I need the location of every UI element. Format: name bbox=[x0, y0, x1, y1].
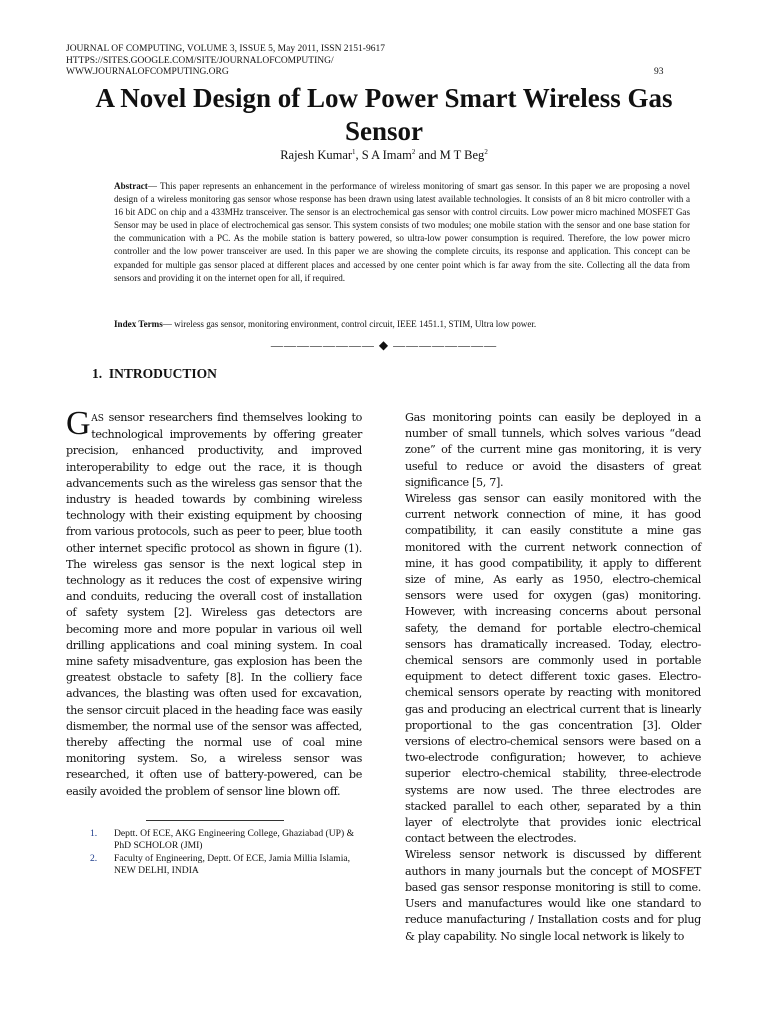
index-terms bbox=[114, 318, 690, 331]
footnote-text: Faculty of Engineering, Deptt. Of ECE, Jamia Millia Islamia, NEW DELHI, INDIA bbox=[114, 853, 351, 876]
author-1-affiliation: 1 bbox=[352, 148, 356, 156]
right-column bbox=[405, 410, 701, 945]
abstract-label: Abstract bbox=[114, 181, 148, 191]
footnote bbox=[90, 828, 372, 851]
section-number: 1. bbox=[92, 366, 103, 381]
section-title: INTRODUCTION bbox=[108, 366, 217, 381]
drop-cap: G bbox=[66, 405, 91, 442]
footnote-text: Deptt. Of ECE, AKG Engineering College, Ghaziabad (UP) & PhD SCHOLOR (JMI) bbox=[114, 828, 355, 851]
intro-paragraph bbox=[66, 405, 362, 800]
right-paragraph-3: Wireless sensor network is discussed by different authors in many journals but the concept of MOSFET based gas sensor response monitoring is still to come. Users and manufactures would like one standard to reduce manufacturing / Installation costs and for plug & play capability. No single local network is likely to bbox=[405, 848, 701, 943]
author-2-affiliation: 2 bbox=[411, 148, 416, 156]
author-separator-2: and bbox=[415, 148, 440, 163]
index-terms-label: Index Terms bbox=[114, 319, 163, 329]
abstract-dash: — bbox=[147, 181, 160, 191]
section-divider: ———————— ◆ ———————— bbox=[270, 338, 498, 352]
left-column bbox=[66, 405, 362, 800]
index-terms-dash: — bbox=[162, 319, 175, 329]
right-paragraph-2: Wireless gas sensor can easily monitored with the current network connection of mine, it has good compatibility, it can easily constitute a mine gas monitored with the current network connection of mine, it has good compatibility, it apply to different size of mine, As early as 1950, electro-chemical sensors were used for oxygen (gas) monitoring. However, with increasing concerns about personal safety, the demand for portable electro-chemical sensors has dramatically increased. Today, electro-chemical sensors are commonly used in portable equipment to detect different toxic gases. Electro-chemical sensors operate by reacting with monitored gas and producing an electrical current that is linearly proportional to the gas concentration [3]. Older versions of electro-chemical sensors were based on a two-electrode configuration; however, to achieve superior electro-chemical stability, three-electrode systems are now used. The three electrodes are stacked parallel to each other, separated by a thin layer of electrolyte that provides ionic electrical contact between the electrodes. bbox=[405, 492, 701, 846]
journal-header-line-3: WWW.JOURNALOFCOMPUTING.ORG bbox=[66, 67, 229, 77]
paper-title: A Novel Design of Low Power Smart Wireless Gas Sensor bbox=[95, 83, 673, 146]
footnotes bbox=[90, 828, 372, 878]
abstract bbox=[114, 180, 690, 285]
journal-header-line-1: JOURNAL OF COMPUTING, VOLUME 3, ISSUE 5, May 2011, ISSN 2151-9617 bbox=[66, 44, 385, 54]
author-separator-1: , bbox=[355, 148, 362, 163]
section-heading bbox=[92, 366, 217, 382]
right-paragraph-1: Gas monitoring points can easily be deployed in a number of small tunnels, which solves various “dead zone” of the current mine gas monitoring, it is very useful to reduce or avoid the disasters of great significance [5, 7]. bbox=[405, 411, 701, 489]
footnote-number: 2. bbox=[90, 853, 98, 864]
small-caps-lead: AS bbox=[91, 414, 104, 424]
footnote-rule bbox=[146, 820, 284, 821]
intro-text: sensor researchers find themselves looking to technological improvements by offering greater precision, enhanced productivity, and improved interoperability to edge out the race, it is though advancements such as the wireless gas sensor that the industry is headed towards by combining wireless technology with their existing equipment by choosing from various protocols, such as peer to peer, blue tooth other internet specific protocol as shown in figure (1). The wireless gas sensor is the next logical step in technology as it reduces the cost of expensive wiring and conduits, reducing the overall cost of installation of safety system [2]. Wireless gas detectors are becoming more and more popular in various oil well drilling applications and coal mining system. In coal mine safety misadventure, gas explosion has been the greatest obstacle to safety [8]. In the colliery face advances, the blasting was often used for excavation, the sensor circuit placed in the heading face was easily dismember, the normal use of the sensor was affected, thereby affecting the normal use of coal mine monitoring system. So, a wireless sensor was researched, it often use of battery-powered, can be easily avoided the problem of sensor line blown off. bbox=[66, 411, 362, 798]
author-list bbox=[0, 148, 768, 163]
author-1: Rajesh Kumar bbox=[280, 148, 353, 163]
index-terms-text: wireless gas sensor, monitoring environment, control circuit, IEEE 1451.1, STIM, Ultra low power. bbox=[174, 319, 537, 329]
journal-header-line-2: HTTPS://SITES.GOOGLE.COM/SITE/JOURNALOFCOMPUTING/ bbox=[66, 55, 334, 66]
footnote bbox=[90, 853, 372, 876]
author-3: M T Beg bbox=[439, 148, 485, 163]
abstract-text: This paper represents an enhancement in the performance of wireless monitoring of smart gas sensor. In this paper we are proposing a novel design of a wireless monitoring gas sensor whose response has been drawn using latest available technologies. It consists of an 8 bit micro controller with a 16 bit ADC on chip and a 433MHz transceiver. The sensor is an electrochemical gas sensor with control circuits. Low power micro machined MOSFET Gas Sensor may be used in place of electrochemical gas sensor. This system consists of two modules; one mobile station with the sensor and one base station for the communication with a PC. As the mobile station is battery powered, so ultra-low power consumption is required. Therefore, the low power micro controller and the low power transceiver are used. In this paper we are showing the complete circuits, its response and application. This concept can be expanded for multiple gas sensor placed at different places and accessed by one center point which is far away from the site. Collecting all the data from sensors and providing it on the internet open for all, if required. bbox=[114, 181, 690, 283]
journal-header bbox=[66, 44, 666, 79]
author-2: S A Imam bbox=[361, 148, 412, 163]
author-3-affiliation: 2 bbox=[484, 148, 488, 156]
footnote-number: 1. bbox=[90, 828, 98, 839]
page-number: 93 bbox=[654, 67, 664, 77]
